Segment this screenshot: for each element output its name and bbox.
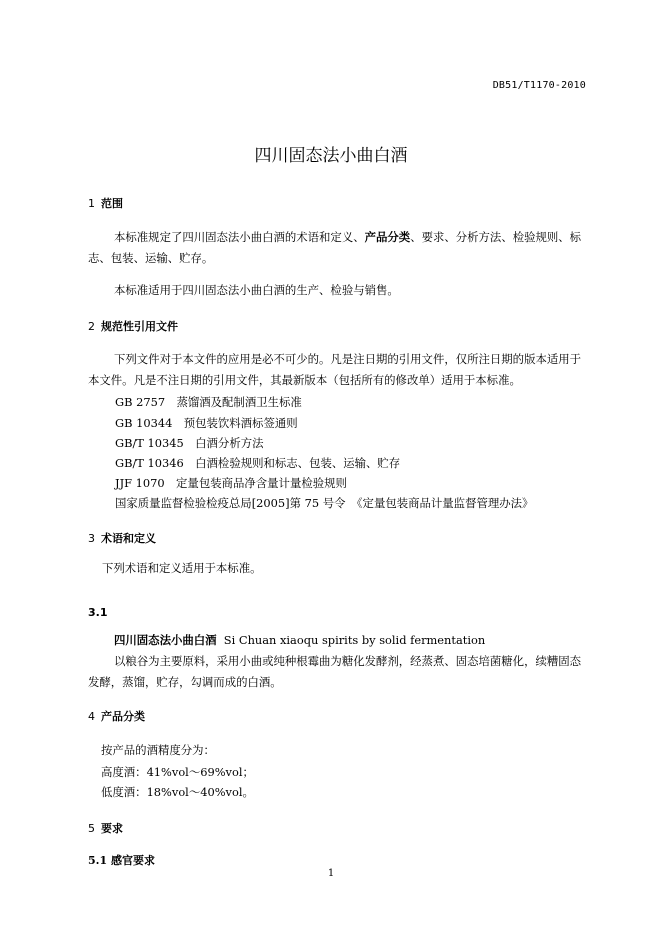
classification-low: 低度酒：18%vol～40%vol。 — [101, 785, 254, 799]
page-number: 1 — [327, 868, 335, 879]
text-run: 本标准规定了四川固态法小曲白酒的术语和定义、 — [114, 230, 365, 244]
subsection-title: 感官要求 — [110, 854, 155, 867]
section-title: 规范性引用文件 — [101, 320, 178, 333]
section-2-intro: 下列文件对于本文件的应用是必不可少的。凡是注日期的引用文件，仅所注日期的版本适用于本文件。凡是不注日期的引用文件，其最新版本（包括所有的修改单）适用于本标准。 — [88, 352, 582, 387]
section-title: 术语和定义 — [101, 532, 156, 545]
reference-item: GB 10344 预包装饮料酒标签通则 — [115, 416, 298, 430]
section-title: 要求 — [101, 822, 123, 835]
section-title: 产品分类 — [101, 710, 145, 723]
subsection-number: 5.1 — [88, 854, 108, 867]
section-1-paragraph-1 — [88, 227, 588, 269]
section-number: 3 — [88, 532, 95, 545]
section-2-heading — [88, 318, 178, 334]
section-4-heading — [88, 708, 145, 724]
term-definition: 以粮谷为主要原料，采用小曲或纯种根霉曲为糖化发酵剂，经蒸煮、固态培菌糖化，续糟固态发酵，蒸馏，贮存，勾调而成的白酒。 — [88, 654, 582, 689]
term-entry — [114, 632, 485, 648]
section-number: 4 — [88, 710, 95, 723]
section-title: 范围 — [101, 197, 123, 210]
reference-item: 国家质量监督检验检疫总局[2005]第 75 号令 《定量包装商品计量监督管理办法》 — [115, 496, 534, 510]
section-number: 5 — [88, 822, 95, 835]
reference-item: JJF 1070 定量包装商品净含量计量检验规则 — [115, 476, 347, 490]
subsection-3-1-number: 3.1 — [88, 606, 108, 619]
classification-high: 高度酒：41%vol～69%vol； — [101, 765, 254, 779]
section-5-heading — [88, 820, 123, 836]
term-english: Si Chuan xiaoqu spirits by solid fermentation — [223, 633, 486, 647]
reference-item: GB/T 10346 白酒检验规则和标志、包装、运输、贮存 — [115, 456, 401, 470]
text-run: 、要求、分析方法、检验规则、标志、包装、运输、贮存。 — [88, 230, 582, 265]
term-chinese: 四川固态法小曲白酒 — [114, 633, 217, 647]
section-number: 1 — [88, 197, 95, 210]
section-3-heading — [88, 530, 156, 546]
subsection-5-1-heading — [88, 852, 155, 868]
classification-intro: 按产品的酒精度分为： — [101, 743, 215, 757]
reference-item: GB/T 10345 白酒分析方法 — [115, 436, 264, 450]
document-code: DB51/T1170-2010 — [492, 80, 586, 91]
section-number: 2 — [88, 320, 95, 333]
reference-item: GB 2757 蒸馏酒及配制酒卫生标准 — [115, 395, 302, 409]
section-1-paragraph-2: 本标准适用于四川固态法小曲白酒的生产、检验与销售。 — [114, 283, 399, 297]
section-1-heading — [88, 195, 123, 211]
document-title: 四川固态法小曲白酒 — [254, 146, 408, 166]
section-3-intro: 下列术语和定义适用于本标准。 — [102, 561, 262, 575]
bold-text-run: 产品分类 — [364, 230, 411, 244]
